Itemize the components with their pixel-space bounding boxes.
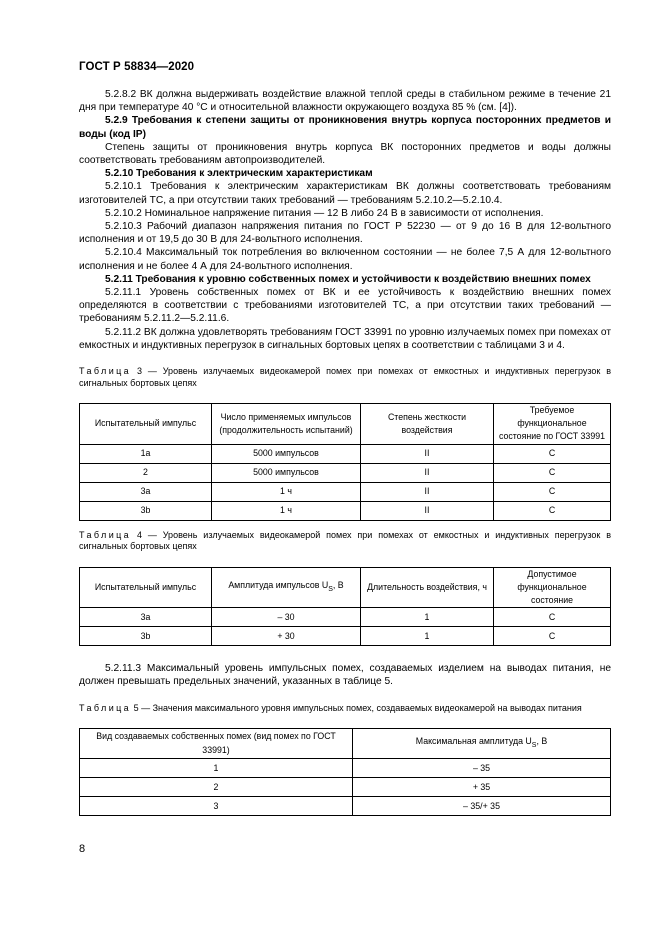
table5-header (353, 729, 611, 759)
subscript: S (531, 741, 537, 749)
table5-caption-text: 5 — Значения максимального уровня импульсных помех, создаваемых видеокамерой на выводах питания (133, 702, 582, 713)
table3-label: Таблица (79, 366, 132, 377)
table-cell: С (494, 627, 611, 646)
table-cell: 1а (80, 444, 212, 463)
table-cell: 5000 импульсов (212, 463, 361, 482)
table-row (80, 501, 611, 520)
table-cell: 5000 импульсов (212, 444, 361, 463)
paragraph-5-2-11-3: 5.2.11.3 Максимальный уровень импульсных помех, создаваемых изделием на выводах питания, не должен превышать предельных значений, указанных в таблице 5. (79, 663, 611, 688)
table-cell: 1 ч (212, 482, 361, 501)
table-row (80, 759, 611, 778)
table-cell: + 35 (353, 778, 611, 797)
table-cell: 1 (361, 627, 494, 646)
paragraph-5-2-11-1: 5.2.11.1 Уровень собственных помех от ВК и ее устойчивость к воздействию внешних помех определяются в соответствии с требованиями изготовителей ТС, а при отсутствии таких требований — требованиям 5.2.11.2—5.2.11.6. (79, 287, 611, 325)
table-cell: – 35 (353, 759, 611, 778)
table4-caption-text: 4 — Уровень излучаемых видеокамерой помех при помехах от емкостных и индуктивных перегрузок в сигнальных бортовых цепях (79, 529, 611, 552)
table-row (80, 778, 611, 797)
table5-caption (79, 703, 611, 715)
table-cell: 3а (80, 608, 212, 627)
table5-header-text: Максимальная амплитуда U (415, 736, 532, 747)
table-row (80, 608, 611, 627)
table-row (80, 463, 611, 482)
heading-5-2-9: 5.2.9 Требования к степени защиты от проникновения внутрь корпуса посторонних предметов и воды (код IP) (79, 115, 611, 140)
table-cell: II (361, 482, 494, 501)
table-cell: 2 (80, 778, 353, 797)
table3-header: Требуемое функциональное состояние по ГОСТ 33991 (494, 404, 611, 445)
subscript: S (328, 585, 333, 593)
table4-header (212, 567, 361, 608)
table3-header: Число применяемых импульсов (продолжительность испытаний) (212, 404, 361, 445)
paragraph-5-2-11-2: 5.2.11.2 ВК должна удовлетворять требованиям ГОСТ 33991 по уровню излучаемых помех при помехах от емкостных и индуктивных перегрузок в сигнальных бортовых цепях в соответствии с таблицами 3 и 4. (79, 326, 611, 351)
paragraph-5-2-9: Степень защиты от проникновения внутрь корпуса ВК посторонних предметов и воды должны соответствовать требованиям автопроизводителей. (79, 141, 611, 167)
table5-label: Таблица (79, 702, 132, 713)
table5-header-unit: , В (536, 736, 548, 747)
table3-caption-text: 3 — Уровень излучаемых видеокамерой помех при помехах от емкостных и индуктивных перегрузок в сигнальных бортовых цепях (79, 366, 611, 388)
table-3 (79, 403, 611, 521)
table-cell: С (494, 444, 611, 463)
table-cell: – 35/+ 35 (353, 797, 611, 816)
table-row (80, 627, 611, 646)
table-cell: С (494, 608, 611, 627)
document-body (79, 88, 611, 816)
table4-header: Испытательный импульс (80, 567, 212, 608)
table4-header-unit: , В (332, 580, 344, 590)
table-cell: 2 (80, 463, 212, 482)
table4-label: Таблица (79, 529, 132, 540)
table-cell: II (361, 444, 494, 463)
table-cell: 3b (80, 627, 212, 646)
table4-caption (79, 530, 611, 553)
paragraph-5-2-10-3: 5.2.10.3 Рабочий диапазон напряжения питания по ГОСТ Р 52230 — от 9 до 16 В для 12-вольтного исполнения и от 19,5 до 30 В для 24-вольтного исполнения. (79, 221, 611, 246)
table-cell: II (361, 463, 494, 482)
table3-caption (79, 366, 611, 389)
table-cell: 1 (80, 759, 353, 778)
table-4 (79, 567, 611, 647)
table-cell: С (494, 482, 611, 501)
paragraph-5-2-10-1: 5.2.10.1 Требования к электрическим характеристикам ВК должны соответствовать требованиям изготовителей ТС, а при отсутствии таких требований — требованиям 5.2.10.2—5.2.10.4. (79, 181, 611, 206)
table-cell: С (494, 501, 611, 520)
page-number: 8 (79, 843, 86, 855)
table3-header: Испытательный импульс (80, 404, 212, 445)
table-5 (79, 728, 611, 816)
paragraph-5-2-8-2: 5.2.8.2 ВК должна выдерживать воздействие влажной теплой среды в стабильном режиме в течение 21 дня при температуре 40 °С и относительной влажности окружающего воздуха 85 % (см. [4]). (79, 89, 611, 114)
table5-header: Вид создаваемых собственных помех (вид помех по ГОСТ 33991) (80, 729, 353, 759)
table-row (80, 797, 611, 816)
heading-5-2-10: 5.2.10 Требования к электрическим характеристикам (105, 168, 373, 180)
table-cell: – 30 (212, 608, 361, 627)
table4-header: Длительность воздействия, ч (361, 567, 494, 608)
table-cell: 3а (80, 482, 212, 501)
table-cell: + 30 (212, 627, 361, 646)
table4-header-text: Амплитуда импульсов U (228, 580, 329, 590)
heading-5-2-11: 5.2.11 Требования к уровню собственных помех и устойчивости к воздействию внешних помех (105, 273, 591, 285)
table-cell: II (361, 501, 494, 520)
table-cell: 3b (80, 501, 212, 520)
table4-header: Допустимое функциональное состояние (494, 567, 611, 608)
table-cell: С (494, 463, 611, 482)
table-cell: 1 (361, 608, 494, 627)
table3-header: Степень жесткости воздействия (361, 404, 494, 445)
table-cell: 3 (80, 797, 353, 816)
table-cell: 1 ч (212, 501, 361, 520)
table-row (80, 444, 611, 463)
paragraph-5-2-10-4: 5.2.10.4 Максимальный ток потребления во включенном состоянии — не более 7,5 А для 12-вольтного исполнения и не более 4 А для 24-вольтного исполнения. (79, 247, 611, 272)
paragraph-5-2-10-2: 5.2.10.2 Номинальное напряжение питания — 12 В либо 24 В в зависимости от исполнения. (105, 207, 544, 219)
table-row (80, 482, 611, 501)
document-header: ГОСТ Р 58834—2020 (79, 61, 195, 73)
